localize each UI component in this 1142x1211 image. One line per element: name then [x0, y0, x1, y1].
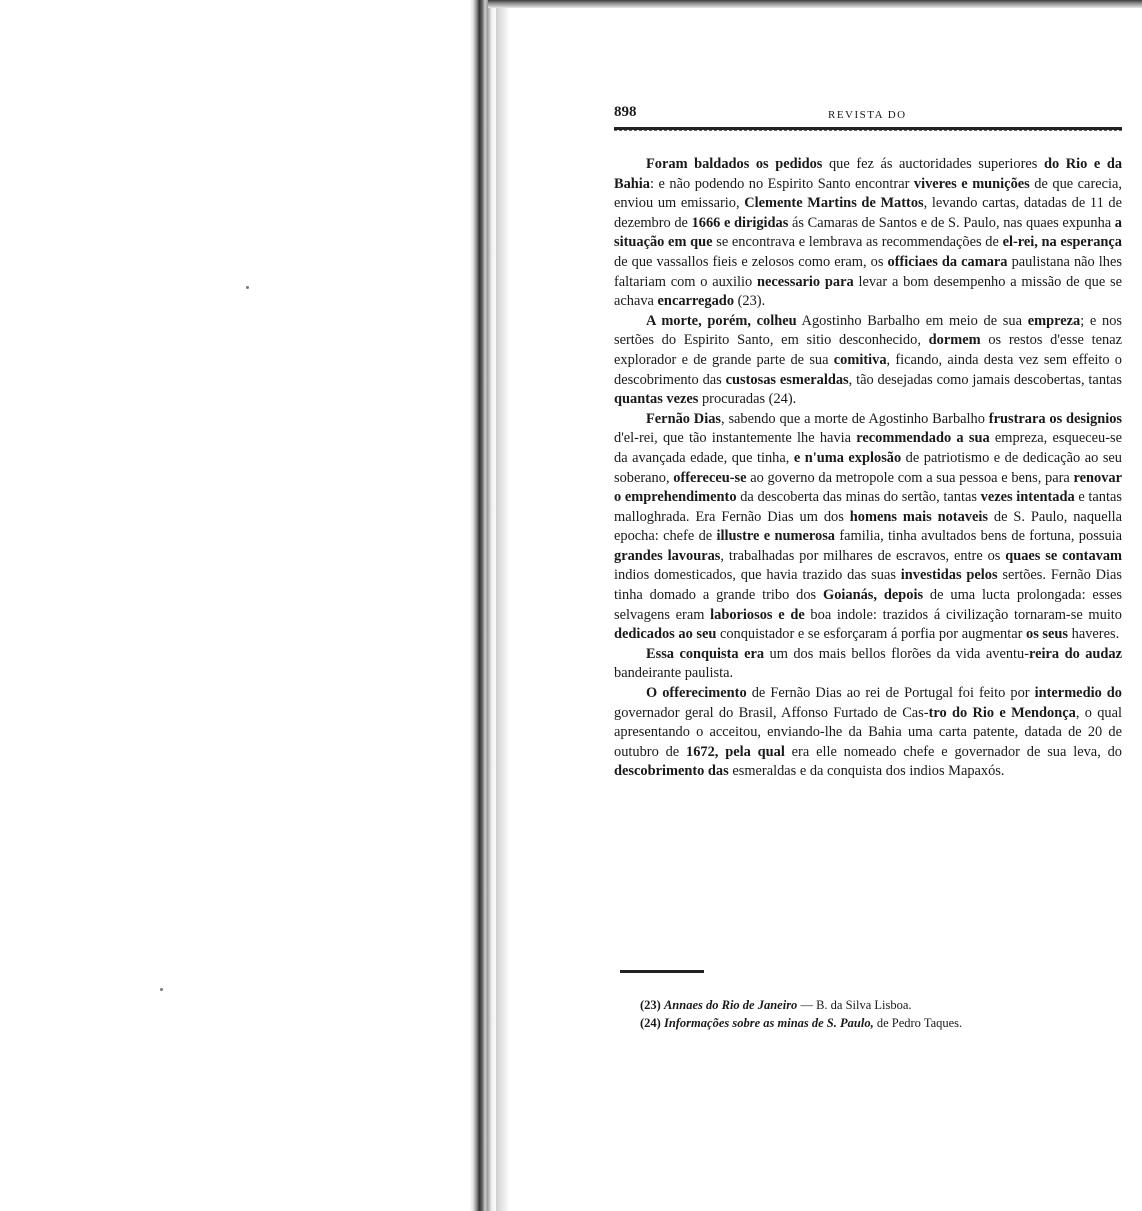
- text-run: de uma lucta prolongada: esses selvagens eram: [614, 587, 1123, 623]
- bold-text-run: 1666 e dirigidas: [691, 214, 789, 231]
- bold-text-run: Clemente Martins de Mattos: [744, 195, 924, 212]
- footnote-rule: [620, 970, 704, 973]
- bold-text-run: illustre e numerosa: [716, 528, 835, 545]
- printed-page: [614, 102, 1122, 782]
- text-run: d'el-rei, que tão instantemente lhe havia: [614, 430, 857, 447]
- paragraph: [614, 155, 1122, 312]
- text-run: ; e nos sertões do Espirito Santo, em sitio desconhecido,: [614, 312, 1122, 349]
- text-run: empreza, esqueceu-se da avançada edade, que tinha,: [614, 430, 1122, 466]
- footnote-number: (24): [640, 1016, 661, 1030]
- bold-text-run: intermedio do: [1034, 685, 1122, 702]
- bold-text-run: frustrara os designios: [988, 410, 1122, 427]
- text-run: ao governo da metropole com a sua pessoa e bens, para: [746, 469, 1074, 486]
- text-run: , o qual apresentando o acceitou, enviando-lhe da Bahia uma carta patente, datada de 20 de outubro de: [614, 704, 1123, 760]
- text-run: de que vassallos fieis e zelosos como eram, os: [614, 253, 888, 270]
- book-gutter: [470, 0, 498, 1211]
- bold-text-run: viveres e munições: [913, 175, 1030, 192]
- text-run: , levando cartas, datadas de 11 de dezembro de: [614, 195, 1122, 231]
- blank-facing-page: [0, 0, 470, 1211]
- footnote-title: Annaes do Rio de Janeiro: [663, 998, 798, 1012]
- text-run: bandeirante paulista.: [614, 665, 734, 682]
- paper-speck: [160, 988, 163, 991]
- footnote-text: de Pedro Taques.: [873, 1016, 963, 1030]
- footnote-text: — B. da Silva Lisboa.: [797, 998, 912, 1012]
- footnote: [640, 996, 1100, 1014]
- text-run: se encontrava e lembrava as recommendações de: [712, 234, 1003, 251]
- bold-text-run: dormem: [928, 332, 981, 349]
- text-run: , sabendo que a morte de Agostinho Barbalho: [721, 410, 989, 427]
- bold-text-run: offereceu-se: [673, 469, 747, 486]
- bold-text-run: custosas esmeraldas: [725, 371, 849, 388]
- bold-text-run: A morte, porém, colheu: [646, 312, 797, 329]
- text-run: esmeraldas e da conquista dos indios Mapaxós.: [728, 763, 1005, 780]
- text-run: Agostinho Barbalho em meio de sua: [796, 312, 1028, 329]
- text-run: haveres.: [1068, 626, 1120, 643]
- bold-text-run: vezes intentada: [980, 489, 1075, 506]
- text-run: , ficando, ainda desta vez sem effeito o descobrimento das: [614, 351, 1122, 388]
- bold-text-run: descobrimento das: [614, 763, 729, 780]
- header-rule: [614, 127, 1122, 131]
- text-run: de Fernão Dias ao rei de Portugal foi feito por: [746, 685, 1035, 702]
- bold-text-run: e n'uma explosão: [793, 449, 902, 466]
- text-run: levar a bom desempenho a missão de que se achava: [614, 273, 1122, 310]
- text-run: (23).: [734, 293, 766, 310]
- bold-text-run: el-rei, na esperança: [1002, 234, 1122, 251]
- bold-text-run: do Rio e da Bahia: [614, 156, 1123, 192]
- bold-text-run: officiaes da camara: [887, 253, 1008, 270]
- text-run: um dos mais bellos florões da vida aventu-: [764, 645, 1030, 662]
- text-run: sertões. Fernão Dias tinha domado a grande tribo dos: [614, 567, 1122, 604]
- bold-text-run: laboriosos e de: [710, 606, 805, 623]
- paper-speck: [246, 286, 249, 289]
- bold-text-run: empreza: [1027, 312, 1081, 329]
- text-run: governador geral do Brasil, Affonso Furtado de Cas-: [614, 704, 929, 721]
- bold-text-run: homens mais notaveis: [849, 508, 988, 525]
- bold-text-run: necessario para: [756, 273, 854, 290]
- bold-text-run: recommendado a sua: [856, 430, 990, 447]
- text-run: da descoberta das minas do sertão, tantas: [736, 489, 981, 506]
- bold-text-run: reira do audaz: [1029, 645, 1123, 662]
- text-run: procuradas (24).: [698, 391, 797, 408]
- text-run: de que carecia, enviou um emissario,: [614, 175, 1122, 212]
- bold-text-run: investidas pelos: [900, 567, 998, 584]
- bold-text-run: tro do Rio e Mendonça: [928, 704, 1076, 721]
- bold-text-run: renovar o emprehendimento: [614, 469, 1122, 506]
- text-run: , tão desejadas como jamais descobertas, tantas: [848, 371, 1122, 388]
- bold-text-run: encarregado: [657, 293, 735, 310]
- bold-text-run: O offerecimento: [646, 685, 747, 702]
- bold-text-run: 1672, pela qual: [686, 743, 785, 760]
- text-run: e tantas malloghrada. Era Fernão Dias um dos: [614, 489, 1122, 525]
- paragraph: [614, 312, 1122, 410]
- bold-text-run: comitiva: [833, 351, 887, 368]
- text-run: paulistana não lhes faltariam com o auxilio: [614, 253, 1122, 290]
- bold-text-run: Goianás, depois: [823, 587, 924, 604]
- text-run: ás Camaras de Santos e de S. Paulo, nas quaes expunha: [788, 214, 1115, 231]
- text-run: boa indole: trazidos á civilização tornaram-se muito: [804, 606, 1123, 623]
- bold-text-run: grandes lavouras: [614, 547, 721, 564]
- bold-text-run: Foram baldados os pedidos: [646, 156, 823, 172]
- paragraph: [614, 645, 1122, 684]
- bold-text-run: quantas vezes: [614, 391, 699, 408]
- text-run: era elle nomeado chefe e governador de sua leva, do: [784, 743, 1123, 760]
- footnote-number: (23): [640, 998, 661, 1012]
- footnote-title: Informações sobre as minas de S. Paulo,: [663, 1016, 874, 1030]
- text-run: , trabalhadas por milhares de escravos, entre os: [720, 547, 1006, 564]
- journal-title: REVISTA DO: [828, 109, 907, 121]
- text-run: de S. Paulo, naquella epocha: chefe de: [614, 508, 1122, 545]
- text-run: : e não podendo no Espirito Santo encontrar: [650, 175, 914, 192]
- text-run: os restos d'esse tenaz explorador e de grande parte de sua: [614, 332, 1122, 368]
- text-run: indios domesticados, que havia trazido das suas: [614, 567, 901, 584]
- text-run: conquistador e se esforçaram á porfia por augmentar: [716, 626, 1027, 643]
- bold-text-run: a situação em que: [614, 214, 1122, 251]
- page-number: 898: [614, 104, 637, 120]
- bold-text-run: Essa conquista era: [646, 645, 765, 662]
- footnotes: [640, 996, 1100, 1032]
- bold-text-run: quaes se contavam: [1005, 547, 1123, 564]
- paragraph: [614, 410, 1122, 645]
- text-run: que fez ás auctoridades superiores: [822, 156, 1044, 172]
- text-run: familia, tinha avultados bens de fortuna, possuia: [835, 528, 1122, 545]
- text-run: de patriotismo e de dedicação ao seu soberano,: [614, 449, 1122, 486]
- page-top-edge: [488, 0, 1142, 8]
- bold-text-run: os seus: [1026, 626, 1069, 643]
- body-text: [614, 155, 1122, 782]
- bold-text-run: Fernão Dias: [646, 410, 721, 427]
- gutter-shadow: [496, 0, 510, 1211]
- paragraph: [614, 684, 1122, 782]
- running-head: [614, 102, 1122, 124]
- bold-text-run: dedicados ao seu: [614, 626, 717, 643]
- footnote: [640, 1014, 1100, 1032]
